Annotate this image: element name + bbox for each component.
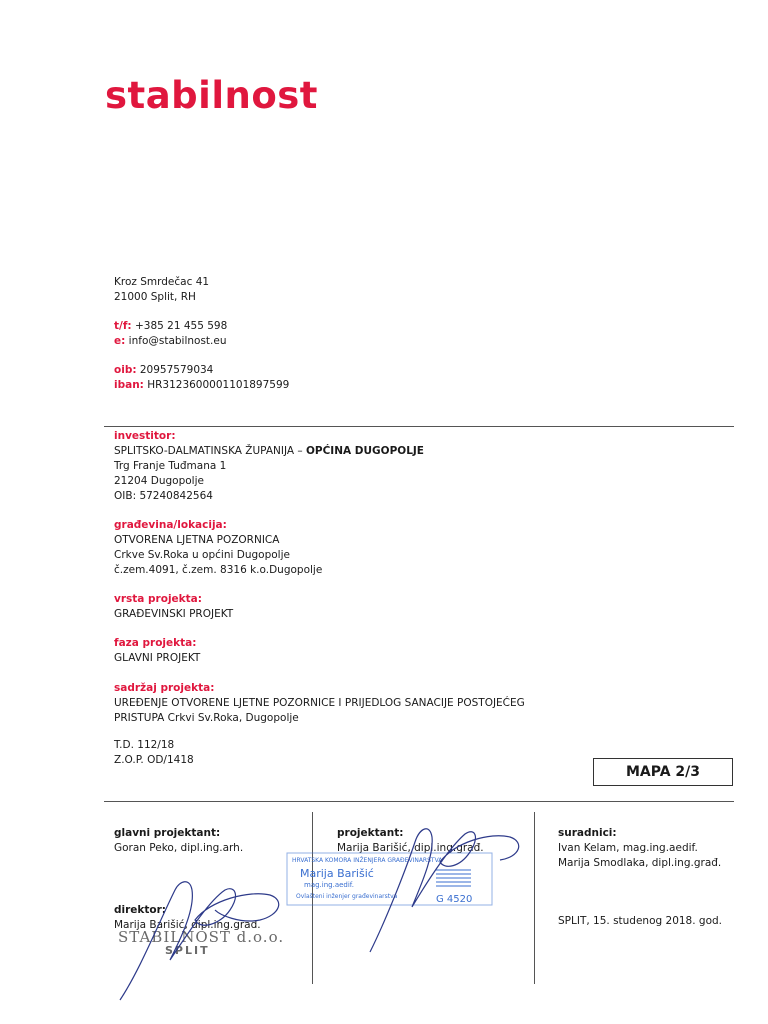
company-address-line2: 21000 Split, RH — [114, 291, 196, 303]
chamber-number: G 4520 — [436, 894, 473, 905]
email-value: info@stabilnost.eu — [128, 335, 227, 347]
company-address-line1: Kroz Smrdečac 41 — [114, 276, 210, 288]
glavni-projektant-heading: glavni projektant: — [114, 827, 221, 839]
sadrzaj-line1: UREĐENJE OTVORENE LJETNE POZORNICE I PRIJEDLOG SANACIJE POSTOJEĆEG — [114, 697, 525, 709]
director-signature — [100, 860, 300, 1010]
suradnici-heading: suradnici: — [558, 827, 617, 839]
company-email-row — [114, 334, 227, 349]
gradevina-line3: č.zem.4091, č.zem. 8316 k.o.Dugopolje — [114, 564, 323, 576]
iban-value: HR3123600001101897599 — [147, 379, 290, 391]
company-logo: stabilnost — [105, 74, 318, 117]
email-label: e: — [114, 335, 126, 347]
oib-value: 20957579034 — [139, 364, 214, 376]
vrsta-heading: vrsta projekta: — [114, 593, 202, 605]
chamber-line3: Ovlašteni inženjer građevinarstva — [296, 893, 398, 900]
sadrzaj-heading: sadržaj projekta: — [114, 682, 215, 694]
bottom-divider — [104, 801, 734, 802]
chamber-title: mag.ing.aedif. — [304, 881, 354, 889]
chamber-name: Marija Barišić — [300, 867, 374, 880]
place-date: SPLIT, 15. studenog 2018. god. — [558, 915, 723, 927]
phone-value: +385 21 455 598 — [134, 320, 228, 332]
faza-value: GLAVNI PROJEKT — [114, 652, 201, 664]
suradnik-1: Ivan Kelam, mag.ing.aedif. — [558, 842, 698, 854]
suradnik-2: Marija Smodlaka, dipl.ing.građ. — [558, 857, 722, 869]
investitor-name-bold: OPĆINA DUGOPOLJE — [305, 445, 424, 457]
sadrzaj-line2: PRISTUPA Crkvi Sv.Roka, Dugopolje — [114, 712, 299, 724]
oib-label: oib: — [114, 364, 137, 376]
direktor-heading: direktor: — [114, 904, 167, 916]
glavni-projektant-name: Goran Peko, dipl.ing.arh. — [114, 842, 244, 854]
investitor-oib: OIB: 57240842564 — [114, 490, 213, 502]
chamber-line1: HRVATSKA KOMORA INŽENJERA GRAĐEVINARSTVA — [292, 857, 443, 864]
investitor-address: Trg Franje Tuđmana 1 — [114, 460, 227, 472]
faza-heading: faza projekta: — [114, 637, 197, 649]
direktor-name: Marija Barišić, dipl.ing.građ. — [114, 919, 261, 931]
vrsta-value: GRAĐEVINSKI PROJEKT — [114, 608, 234, 620]
company-stamp-city: SPLIT — [165, 944, 210, 957]
gradevina-heading: građevina/lokacija: — [114, 519, 227, 531]
top-divider — [104, 426, 734, 427]
investitor-name-normal: SPLITSKO-DALMATINSKA ŽUPANIJA – — [114, 445, 306, 457]
gradevina-line1: OTVORENA LJETNA POZORNICA — [114, 534, 280, 546]
projektant-signature — [360, 812, 540, 962]
projektant-name: Marija Barišić, dipl.ing.građ. — [337, 842, 484, 854]
company-phone-row — [114, 319, 227, 334]
iban-label: iban: — [114, 379, 144, 391]
zop-number: Z.O.P. OD/1418 — [114, 754, 194, 766]
phone-label: t/f: — [114, 320, 132, 332]
gradevina-line2: Crkve Sv.Roka u općini Dugopolje — [114, 549, 290, 561]
company-stamp: STABILNOST d.o.o. — [118, 928, 285, 946]
investitor-heading: investitor: — [114, 430, 176, 442]
company-oib-row — [114, 363, 213, 378]
investitor-name — [114, 444, 424, 459]
td-number: T.D. 112/18 — [114, 739, 175, 751]
company-iban-row — [114, 378, 289, 393]
mapa-box: MAPA 2/3 — [593, 758, 733, 786]
investitor-city: 21204 Dugopolje — [114, 475, 204, 487]
projektant-heading: projektant: — [337, 827, 404, 839]
